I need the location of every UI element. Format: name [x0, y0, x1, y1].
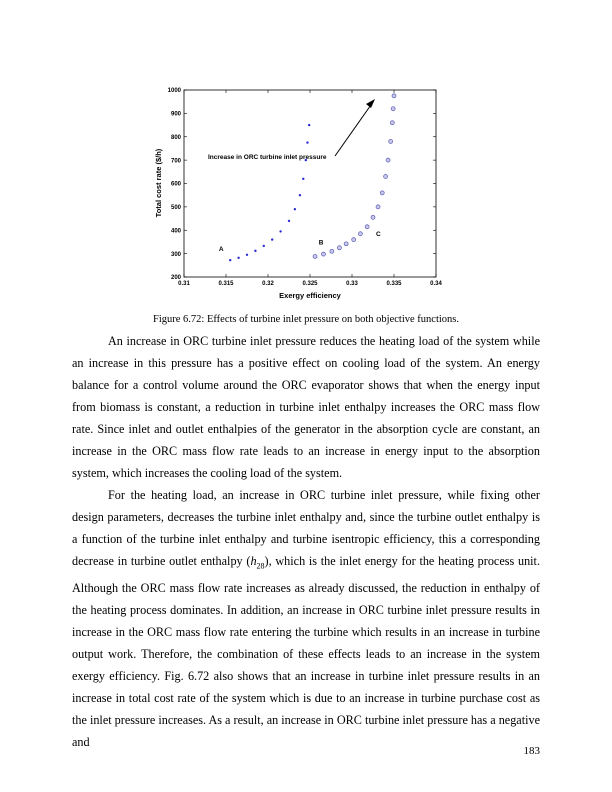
y-axis-label: Total cost rate ($/h): [154, 148, 163, 218]
y-axis-ticks: [168, 88, 436, 281]
data-point-c: [390, 121, 394, 125]
series-label-b: B: [318, 239, 324, 247]
data-point-a: [271, 238, 273, 240]
x-tick-label: 0.34: [430, 281, 442, 287]
data-point-b: [330, 249, 334, 253]
page-number: 183: [523, 745, 540, 757]
x-tick-label: 0.325: [302, 281, 318, 287]
data-point-c: [358, 232, 362, 236]
data-point-b: [344, 242, 348, 246]
series-labels: [219, 231, 381, 253]
x-tick-label: 0.335: [386, 281, 402, 287]
data-point-a: [246, 254, 248, 256]
y-tick-label: 500: [170, 205, 181, 212]
data-point-c: [380, 191, 384, 195]
data-points: [229, 94, 396, 262]
data-point-c: [392, 94, 396, 98]
body-text: [72, 330, 540, 753]
y-tick-label: 800: [170, 134, 181, 141]
data-point-a: [306, 141, 308, 143]
y-tick-label: 600: [170, 181, 181, 188]
data-point-a: [263, 245, 265, 247]
y-tick-label: 200: [170, 275, 181, 282]
y-tick-label: 700: [170, 158, 181, 165]
x-tick-label: 0.33: [346, 281, 358, 287]
data-point-c: [371, 215, 375, 219]
figure-caption: Figure 6.72: Effects of turbine inlet pressure on both objective functions.: [153, 314, 459, 325]
x-axis-ticks: [178, 90, 442, 287]
data-point-c: [376, 205, 380, 209]
series-label-c: C: [376, 230, 381, 238]
data-point-a: [294, 208, 296, 210]
annotation-text: Increase in ORC turbine inlet pressure: [208, 154, 327, 161]
data-point-a: [254, 250, 256, 252]
annotation-arrowhead: [366, 99, 375, 108]
data-point-a: [288, 220, 290, 222]
data-point-a: [308, 124, 310, 126]
figure-6-72-chart: [150, 80, 450, 305]
h28-subscript: 28: [256, 561, 265, 571]
data-point-c: [391, 107, 395, 111]
x-axis-label: Exergy efficiency: [279, 291, 341, 300]
annotation-arrow: [335, 102, 373, 156]
data-point-b: [321, 252, 325, 256]
data-point-a: [302, 178, 304, 180]
x-tick-label: 0.31: [178, 281, 190, 287]
paragraph-1: An increase in ORC turbine inlet pressure reduces the heating load of the system while an increase in this pressure has a positive effect on cooling load of the system. An energy balance for a control volume around the ORC evaporator shows that when the energy input from biomass is constant, a reduction in turbine inlet enthalpy increases the ORC mass flow rate. Since inlet and outlet enthalpies of the generator in the absorption cycle are constant, an increase in the ORC mass flow rate leads to an increase in energy input to the absorption system, which increases the cooling load of the system.: [72, 334, 540, 480]
x-tick-label: 0.315: [218, 281, 234, 287]
data-point-b: [313, 254, 317, 258]
data-point-c: [386, 158, 390, 162]
y-tick-label: 1000: [167, 88, 181, 95]
data-point-a: [299, 194, 301, 196]
h28-symbol: h: [250, 554, 257, 568]
data-point-a: [279, 230, 281, 232]
data-point-c: [384, 174, 388, 178]
y-tick-label: 400: [170, 228, 181, 235]
data-point-c: [365, 225, 369, 229]
y-tick-label: 300: [170, 251, 181, 258]
data-point-c: [389, 139, 393, 143]
paragraph-2: For the heating load, an increase in ORC turbine inlet pressure, while fixing other design parameters, decreases the turbine inlet enthalpy and, since the turbine outlet enthalpy is a function of the turbine inlet enthalpy and turbine isentropic efficiency, this a corresponding decrease in turbine outlet enthalpy $(h_{28})$, which is the inlet energy for the heating process unit. Although the ORC mass flow rate increases as already discussed, the reduction in enthalpy of the heating process dominates. In addition, an increase in ORC turbine inlet pressure results in increase in the ORC mass flow rate entering the turbine which results in an increase in turbine output work. Therefore, the combination of these effects leads to an increase in the system exergy efficiency. Fig. 6.72 also shows that an increase in turbine inlet pressure results in an increase in total cost rate of the system which is due to an increase in turbine purchase cost as the inlet pressure increases. As a result, an increase in ORC turbine inlet pressure has a negative and: [72, 488, 540, 750]
data-point-a: [229, 259, 231, 261]
data-point-a: [237, 257, 239, 259]
data-point-b: [337, 246, 341, 250]
x-tick-label: 0.32: [262, 281, 274, 287]
data-point-b: [352, 238, 356, 242]
series-label-a: A: [218, 246, 224, 254]
y-tick-label: 900: [170, 111, 181, 118]
